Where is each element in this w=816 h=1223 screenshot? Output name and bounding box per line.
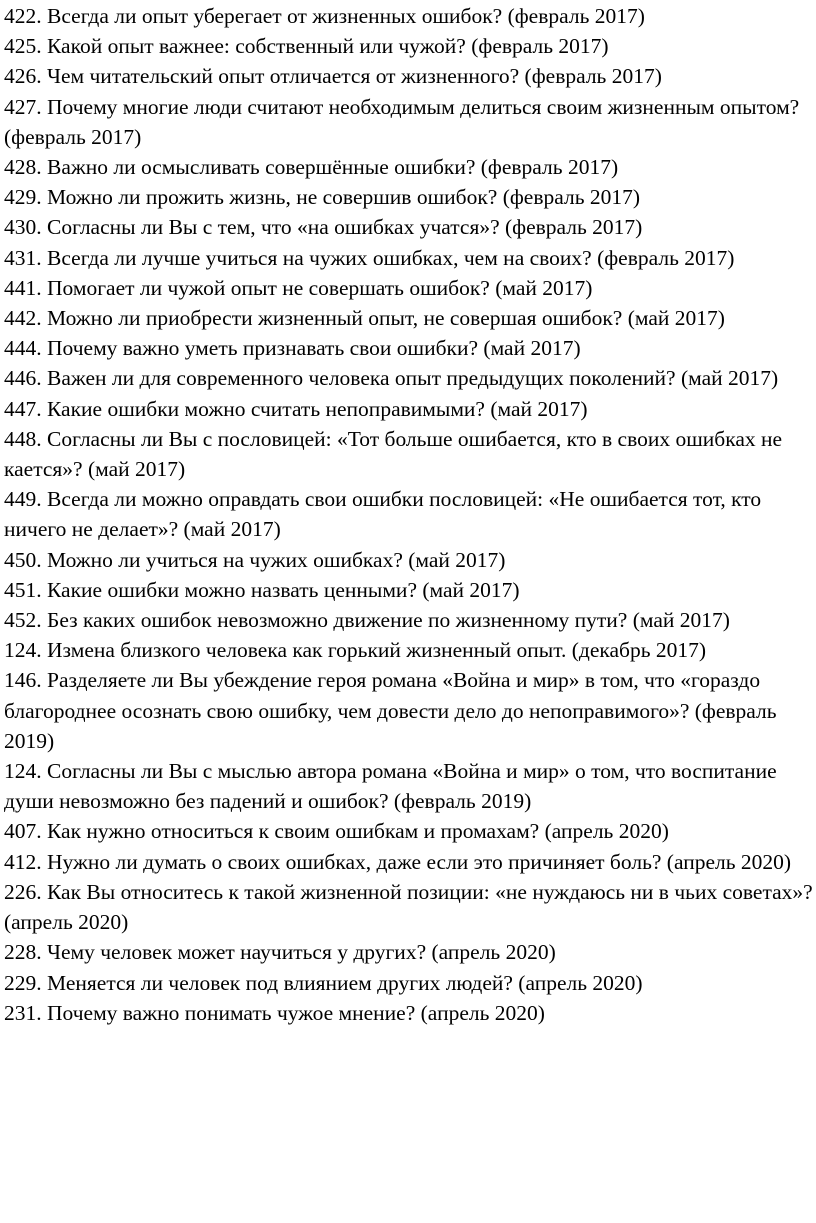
list-item: 441. Помогает ли чужой опыт не совершать ошибок? (май 2017) (4, 275, 593, 300)
list-item: 427. Почему многие люди считают необходимым делиться своим жизненным опытом? (февраль 2017) (4, 94, 800, 149)
list-item: 229. Меняется ли человек под влиянием других людей? (апрель 2020) (4, 970, 643, 995)
list-item: 231. Почему важно понимать чужое мнение? (апрель 2020) (4, 1000, 545, 1025)
list-item: 407. Как нужно относиться к своим ошибкам и промахам? (апрель 2020) (4, 819, 669, 844)
list-item: 426. Чем читательский опыт отличается от жизненного? (февраль 2017) (4, 64, 662, 89)
list-item: 428. Важно ли осмысливать совершённые ошибки? (февраль 2017) (4, 155, 619, 180)
list-item: 226. Как Вы относитесь к такой жизненной позиции: «не нуждаюсь ни в чьих советах»? (апрель 2020) (4, 879, 813, 935)
list-item: 124. Измена близкого человека как горький жизненный опыт. (декабрь 2017) (4, 638, 707, 663)
list-item: 425. Какой опыт важнее: собственный или чужой? (февраль 2017) (4, 34, 609, 59)
list-item: 446. Важен ли для современного человека опыт предыдущих поколений? (май 2017) (4, 366, 779, 391)
list-item: 448. Согласны ли Вы с пословицей: «Тот больше ошибается, кто в своих ошибках не кается»? (май 2017) (4, 426, 783, 482)
list-item: 228. Чему человек может научиться у других? (апрель 2020) (4, 940, 556, 965)
list-item: 422. Всегда ли опыт уберегает от жизненных ошибок? (февраль 2017) (4, 4, 645, 28)
list-item: 447. Какие ошибки можно считать непоправимыми? (май 2017) (4, 396, 588, 421)
list-item: 430. Согласны ли Вы с тем, что «на ошибках учатся»? (февраль 2017) (4, 215, 643, 240)
list-item: 431. Всегда ли лучше учиться на чужих ошибках, чем на своих? (февраль 2017) (4, 245, 735, 270)
list-item: 449. Всегда ли можно оправдать свои ошибки пословицей: «Не ошибается тот, кто ничего не делает»? (май 2017) (4, 487, 762, 542)
list-item: 444. Почему важно уметь признавать свои ошибки? (май 2017) (4, 336, 581, 361)
list-item: 451. Какие ошибки можно назвать ценными? (май 2017) (4, 577, 520, 602)
list-item: 429. Можно ли прожить жизнь, не совершив ошибок? (февраль 2017) (4, 185, 641, 210)
list-item: 450. Можно ли учиться на чужих ошибках? (май 2017) (4, 547, 506, 572)
list-item: 124. Согласны ли Вы с мыслью автора романа «Война и мир» о том, что воспитание души невозможно без падений и ошибок? (февраль 2019) (4, 759, 777, 814)
list-item: 452. Без каких ошибок невозможно движение по жизненному пути? (май 2017) (4, 608, 730, 633)
document-body (4, 1, 814, 1028)
list-item: 412. Нужно ли думать о своих ошибках, даже если это причиняет боль? (апрель 2020) (4, 849, 792, 874)
list-item: 442. Можно ли приобрести жизненный опыт, не совершая ошибок? (май 2017) (4, 306, 725, 331)
list-item: 146. Разделяете ли Вы убеждение героя романа «Война и мир» в том, что «гораздо благороднее осознать свою ошибку, чем довести дело до непоправимого»? (февраль 2019) (4, 668, 777, 753)
